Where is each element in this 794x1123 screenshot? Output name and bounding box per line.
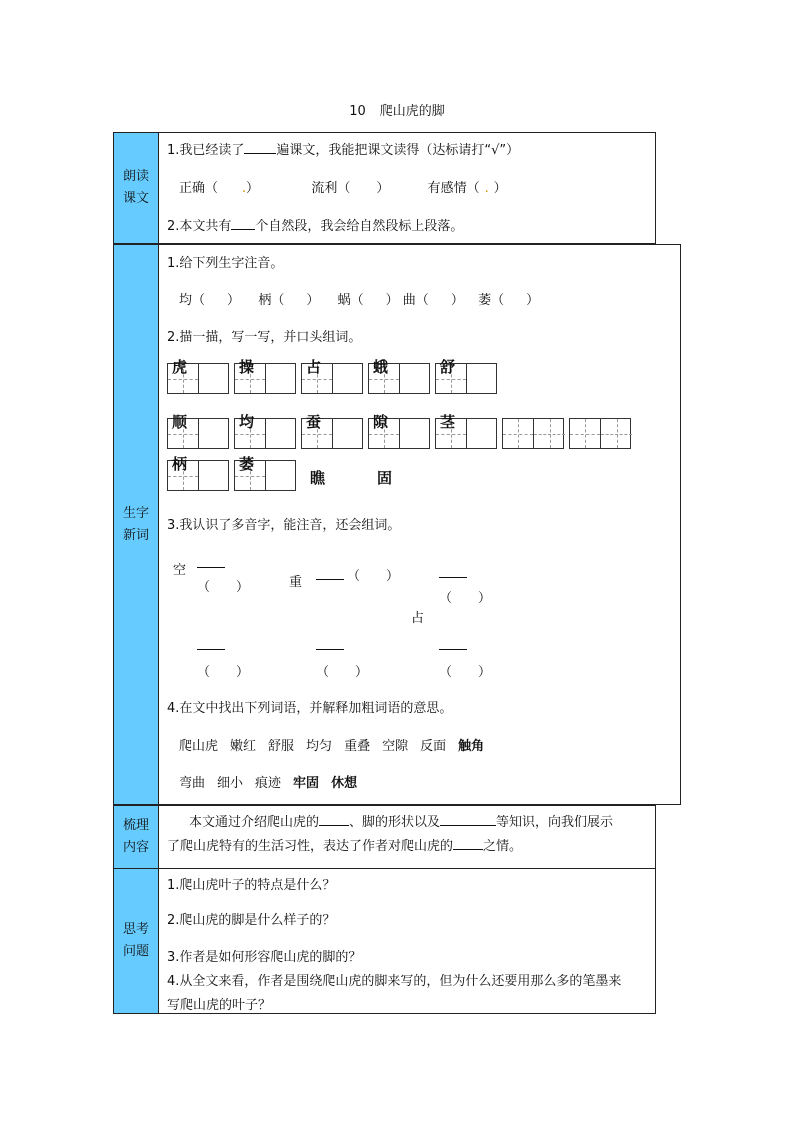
read-count-blank[interactable] <box>244 141 276 154</box>
poly-char-zhan: 占 <box>411 611 425 626</box>
summary-line1: 本文通过介绍爬山虎的 、脚的形状以及 等知识，向我们展示 <box>189 815 614 830</box>
answer-line[interactable] <box>439 577 467 578</box>
question-1: 1.爬山虎叶子的特点是什么？ <box>167 878 336 893</box>
summary-section <box>113 805 656 869</box>
question-3: 3.作者是如何形容爬山虎的脚的？ <box>167 950 362 965</box>
word-list-1: 爬山虎 嫩红 舒服 均匀 重叠 空隙 反面 触角 <box>179 739 485 754</box>
opt3-check[interactable]: . <box>484 181 489 196</box>
answer-line[interactable] <box>316 649 344 650</box>
vocab-q1: 1.给下列生字注音。 <box>167 256 284 271</box>
writing-box[interactable]: 均 <box>234 418 296 449</box>
page-title <box>0 100 794 119</box>
poly-char-zhong: 重 <box>289 575 303 590</box>
writing-box[interactable]: 虎 <box>167 363 229 394</box>
free-char: 固 <box>377 469 393 487</box>
pinyin-paren[interactable]: （ ） <box>197 665 250 680</box>
summary-blank-3[interactable] <box>453 837 483 850</box>
questions-section <box>113 868 656 1014</box>
reading-options: 正确（ .） 流利（ ） 有感情（ . ） <box>179 181 507 196</box>
pinyin-row: 均（ ） 柄（ ） 蜗（ ） 曲（ ） 萎（ ） <box>179 293 540 308</box>
answer-line[interactable] <box>316 579 344 580</box>
reading-line1: 1.我已经读了 遍课文，我能把课文读得（达标请打“√”） <box>167 143 520 158</box>
answer-line[interactable] <box>439 649 467 650</box>
vocab-section <box>113 244 681 805</box>
free-char: 瞧 <box>310 469 326 487</box>
questions-label: 思考问题 <box>114 869 159 1013</box>
question-2: 2.爬山虎的脚是什么样子的？ <box>167 913 336 928</box>
reading-section <box>113 132 656 244</box>
writing-box[interactable] <box>502 418 564 449</box>
summary-blank-1[interactable] <box>319 813 349 826</box>
writing-box[interactable]: 操 <box>234 363 296 394</box>
writing-box[interactable]: 顺 <box>167 418 229 449</box>
question-4-line1: 4.从全文来看，作者是围绕爬山虎的脚来写的，但为什么还要用那么多的笔墨来 <box>167 974 622 989</box>
vocab-label: 生字新词 <box>114 245 159 804</box>
pinyin-paren[interactable]: （ ） <box>316 665 369 680</box>
reading-line3: 2.本文共有 个自然段，我会给自然段标上段落。 <box>167 219 464 234</box>
writing-box[interactable]: 舒 <box>435 363 497 394</box>
vocab-q3: 3.我认识了多音字，能注音，还会组词。 <box>167 518 401 533</box>
lesson-number: 10 <box>349 104 366 119</box>
summary-line2: 了爬山虎特有的生活习性，表达了作者对爬山虎的 之情。 <box>167 839 523 854</box>
pinyin-paren[interactable]: （ ） <box>439 591 492 606</box>
writing-box[interactable]: 蛾 <box>368 363 430 394</box>
summary-label: 梳理内容 <box>114 806 159 868</box>
writing-box[interactable]: 柄 <box>167 460 229 491</box>
writing-box[interactable]: 萎 <box>234 460 296 491</box>
reading-label: 朗读课文 <box>114 133 159 243</box>
vocab-q4: 4.在文中找出下列词语，并解释加粗词语的意思。 <box>167 701 453 716</box>
summary-blank-2[interactable] <box>440 813 496 826</box>
pinyin-paren[interactable]: （ ） <box>347 569 400 584</box>
writing-box[interactable]: 占 <box>301 363 363 394</box>
vocab-q2: 2.描一描，写一写，并口头组词。 <box>167 330 362 345</box>
writing-box[interactable]: 蚕 <box>301 418 363 449</box>
word-list-2: 弯曲 细小 痕迹 牢固 休想 <box>179 776 358 791</box>
pinyin-paren[interactable]: （ ） <box>197 580 250 595</box>
writing-box[interactable]: 茎 <box>435 418 497 449</box>
question-4-line2: 写爬山虎的叶子？ <box>167 998 272 1013</box>
paragraph-count-blank[interactable] <box>231 217 255 230</box>
answer-line[interactable] <box>197 649 225 650</box>
opt1-check[interactable]: . <box>241 181 247 196</box>
writing-box[interactable] <box>569 418 631 449</box>
writing-box[interactable]: 隙 <box>368 418 430 449</box>
poly-char-kong: 空 <box>173 563 187 578</box>
pinyin-paren[interactable]: （ ） <box>439 665 492 680</box>
answer-line[interactable] <box>197 567 225 568</box>
lesson-title: 爬山虎的脚 <box>379 104 445 119</box>
